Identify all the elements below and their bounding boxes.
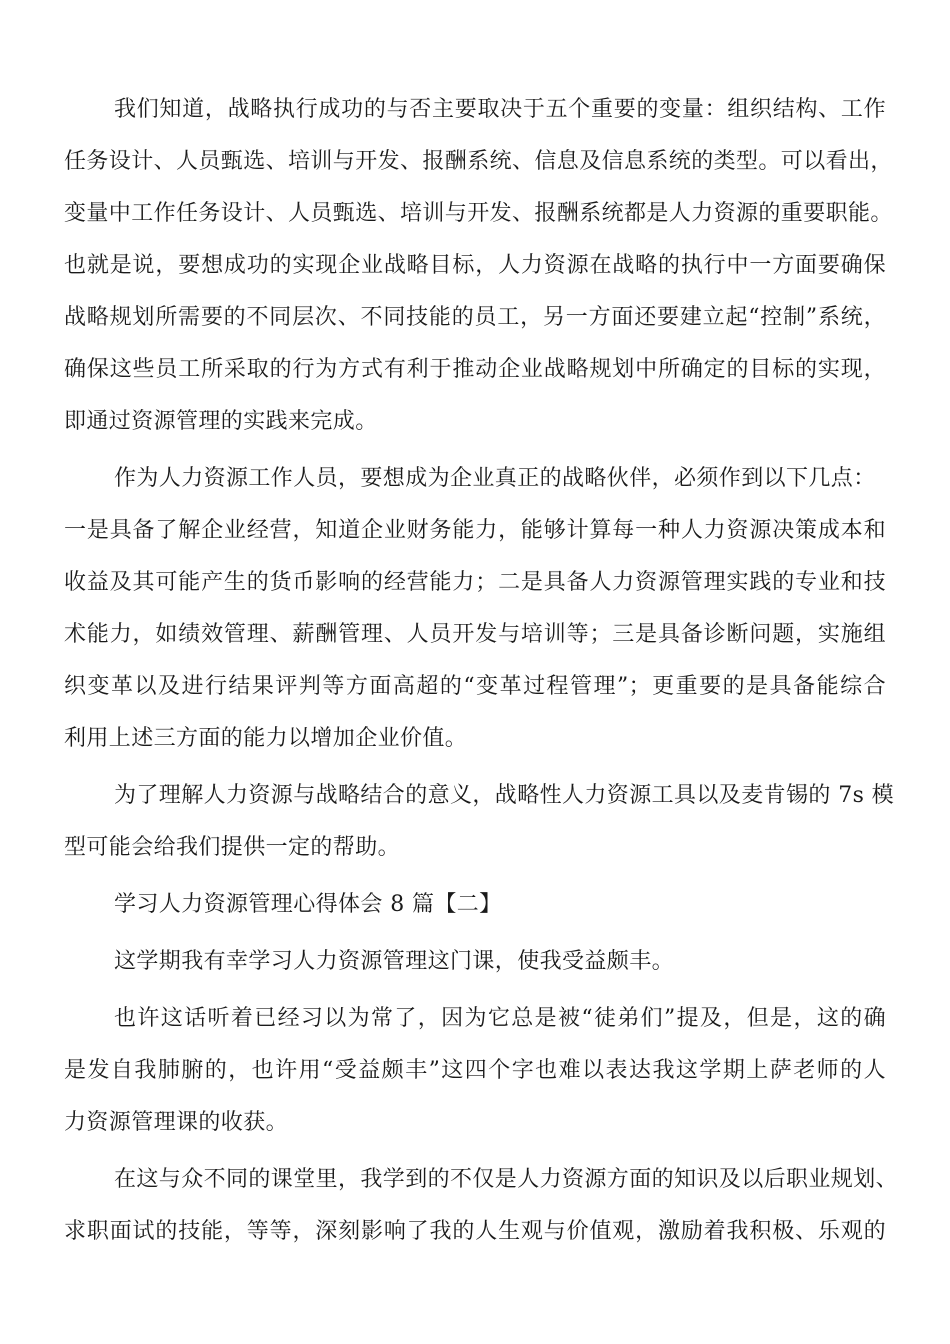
paragraph-2 — [64, 457, 886, 769]
text-line: 一是具备了解企业经营，知道企业财务能力，能够计算每一种人力资源决策成本和 — [64, 518, 886, 543]
heading-line: 学习人力资源管理心得体会 8 篇【二】 — [114, 892, 502, 917]
document-page — [64, 88, 899, 1262]
text-line: 求职面试的技能，等等，深刻影响了我的人生观与价值观，激励着我积极、乐观的 — [64, 1219, 886, 1244]
text-line: 变量中工作任务设计、人员甄选、培训与开发、报酬系统都是人力资源的重要职能。 — [64, 201, 893, 226]
text-line: 利用上述三方面的能力以增加企业价值。 — [64, 726, 468, 751]
text-line: 这学期我有幸学习人力资源管理这门课，使我受益颇丰。 — [114, 949, 675, 974]
paragraph-4 — [64, 940, 886, 992]
text-line: 力资源管理课的收获。 — [64, 1110, 289, 1135]
text-line: 确保这些员工所采取的行为方式有利于推动企业战略规划中所确定的目标的实现， — [64, 357, 886, 382]
paragraph-3 — [64, 774, 895, 878]
text-line: 也就是说，要想成功的实现企业战略目标，人力资源在战略的执行中一方面要确保 — [64, 253, 886, 278]
text-line: 战略规划所需要的不同层次、不同技能的员工，另一方面还要建立起“控制”系统， — [64, 305, 886, 330]
text-line: 任务设计、人员甄选、培训与开发、报酬系统、信息及信息系统的类型。可以看出， — [64, 149, 893, 174]
text-line: 在这与众不同的课堂里，我学到的不仅是人力资源方面的知识及以后职业规划、 — [114, 1167, 899, 1192]
section-heading — [64, 883, 886, 935]
text-line: 也许这话听着已经习以为常了，因为它总是被“徒弟们”提及，但是，这的确 — [114, 1006, 886, 1031]
text-line: 为了理解人力资源与战略结合的意义，战略性人力资源工具以及麦肯锡的 7s 模 — [114, 783, 895, 808]
text-line: 是发自我肺腑的，也许用“受益颇丰”这四个字也难以表达我这学期上萨老师的人 — [64, 1058, 886, 1083]
paragraph-5 — [64, 997, 886, 1153]
text-line: 我们知道，战略执行成功的与否主要取决于五个重要的变量：组织结构、工作 — [114, 97, 886, 122]
text-line: 收益及其可能产生的货币影响的经营能力；二是具备人力资源管理实践的专业和技 — [64, 570, 886, 595]
text-line: 型可能会给我们提供一定的帮助。 — [64, 835, 401, 860]
text-line: 作为人力资源工作人员，要想成为企业真正的战略伙伴，必须作到以下几点： — [114, 466, 876, 491]
paragraph-1 — [64, 88, 893, 452]
text-line: 即通过资源管理的实践来完成。 — [64, 409, 378, 434]
text-line: 术能力，如绩效管理、薪酬管理、人员开发与培训等；三是具备诊断问题，实施组 — [64, 622, 886, 647]
paragraph-6 — [64, 1158, 899, 1262]
text-line: 织变革以及进行结果评判等方面高超的“变革过程管理”；更重要的是具备能综合 — [64, 674, 886, 699]
